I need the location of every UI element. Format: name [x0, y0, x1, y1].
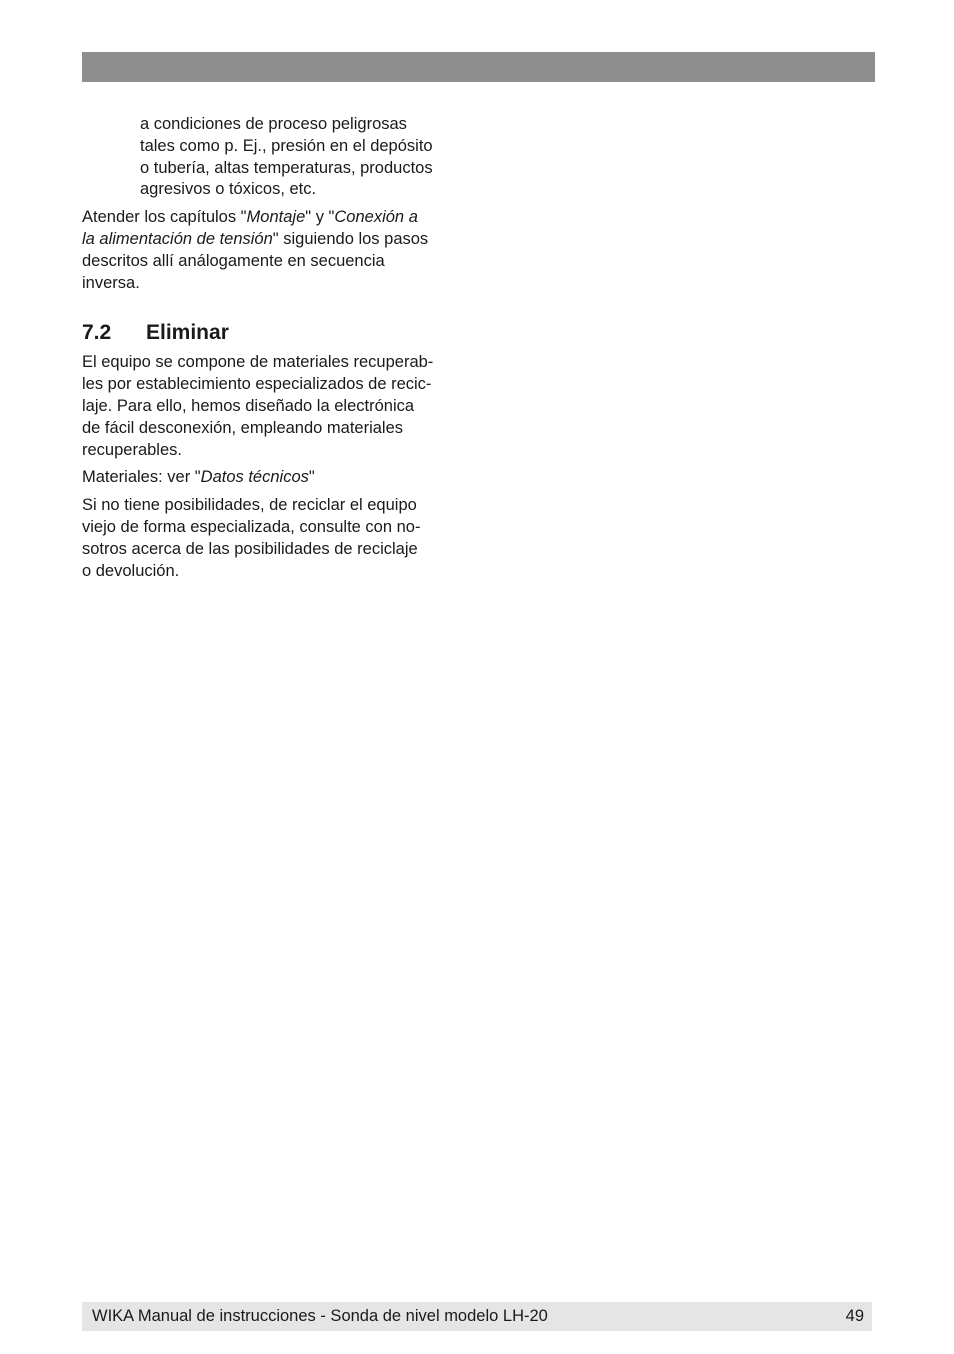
header-bar — [82, 52, 875, 82]
text-line: Si no tiene posibilidades, de reciclar el equipo — [82, 496, 417, 515]
intro-list-continuation — [82, 114, 472, 201]
text-line: tales como p. Ej., presión en el depósito — [140, 136, 433, 155]
text-line: inversa. — [82, 273, 140, 292]
reassembly-paragraph — [82, 207, 472, 294]
text-line: a condiciones de proceso peligrosas — [140, 115, 407, 133]
recycling-paragraph — [82, 495, 472, 582]
text-line: sotros acerca de las posibilidades de reciclaje — [82, 539, 418, 558]
text-line: recuperables. — [82, 440, 182, 459]
section-title: Eliminar — [146, 321, 229, 345]
text-line: de fácil desconexión, empleando materiales — [82, 418, 404, 437]
text-run: " y " — [305, 208, 335, 227]
footer-title: WIKA Manual de instrucciones - Sonda de nivel modelo LH-20 — [92, 1307, 548, 1325]
text-line: o devolución. — [82, 561, 180, 580]
text-run: " siguiendo los pasos — [272, 229, 429, 248]
text-line: viejo de forma especializada, consulte con no- — [82, 517, 421, 536]
chapter-reference-datos: Datos técnicos — [200, 468, 309, 487]
chapter-reference-montaje: Montaje — [246, 208, 306, 227]
text-line: descritos allí análogamente en secuencia — [82, 251, 385, 270]
chapter-reference-conexion-cont: la alimentación de tensión — [82, 229, 273, 248]
text-line: El equipo se compone de materiales recuperab- — [82, 353, 434, 372]
text-line: o tubería, altas temperaturas, productos — [140, 158, 433, 177]
footer-bar — [82, 1302, 872, 1331]
page-number: 49 — [845, 1307, 864, 1325]
materials-line — [82, 467, 472, 489]
text-line: laje. Para ello, hemos diseñado la electrónica — [82, 396, 415, 415]
section-heading — [82, 320, 472, 346]
text-line: les por establecimiento especializados de recic- — [82, 375, 432, 394]
section-number: 7.2 — [82, 321, 112, 345]
chapter-reference-conexion: Conexión a — [334, 208, 418, 227]
text-run: " — [308, 468, 315, 487]
text-run: Atender los capítulos " — [82, 208, 247, 227]
text-line: agresivos o tóxicos, etc. — [140, 180, 317, 199]
text-run: Materiales: ver " — [82, 468, 201, 487]
main-column — [82, 114, 472, 588]
disposal-paragraph — [82, 352, 472, 461]
